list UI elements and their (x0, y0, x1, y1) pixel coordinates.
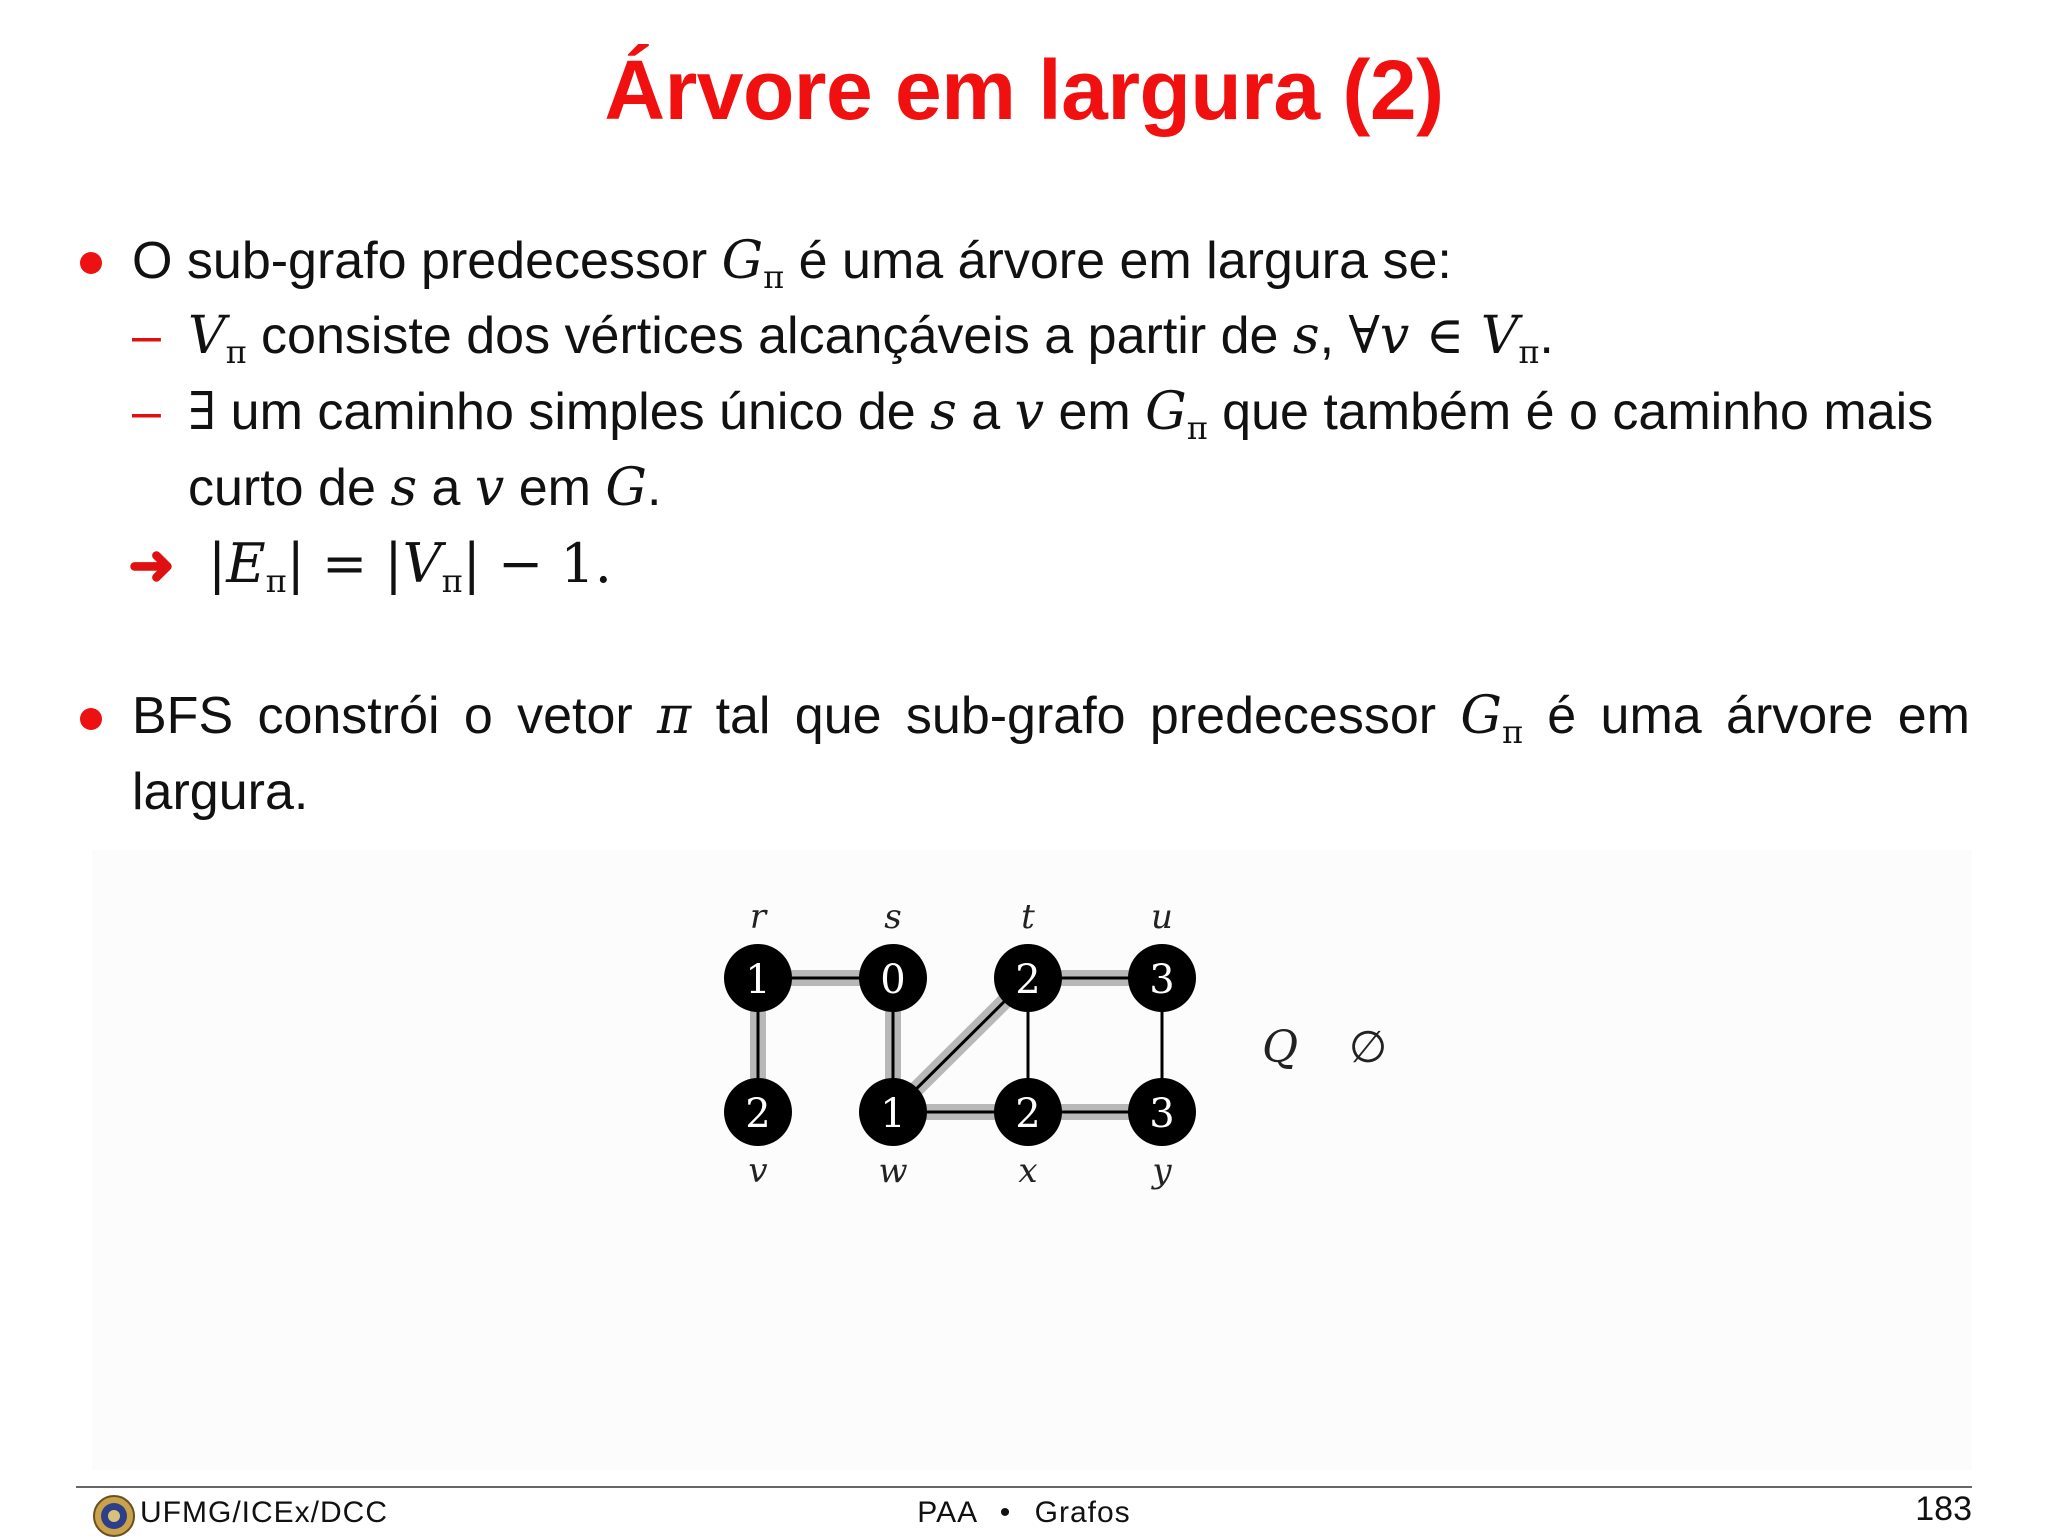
node-label-r: r (749, 897, 767, 937)
bullet-2-text-line2: largura. (132, 763, 309, 821)
node-label-w: w (878, 1151, 908, 1191)
node-label-u: u (1151, 897, 1173, 937)
bullet-1-text: O sub-grafo predecessor $G_\pi$ é uma árvore em largura se: (132, 231, 1452, 296)
page-number: 183 (1915, 1490, 1972, 1528)
node-distance-w: 1 (880, 1091, 906, 1137)
footer-divider (76, 1486, 1972, 1488)
item-2-text-line2: curto de s a v em G. (188, 458, 662, 518)
footer-institution: UFMG/ICEx/DCC (140, 1496, 388, 1529)
node-label-s: s (884, 897, 902, 937)
bullet-2-text: BFS constrói o vetor π tal que sub-grafo predecessor $G_\pi$ é uma árvore em (132, 686, 1970, 751)
node-distance-y: 3 (1149, 1091, 1175, 1137)
queue-label: Q (1261, 1022, 1299, 1073)
queue-value: ∅ (1348, 1022, 1388, 1073)
footer-course: PAA • Grafos (917, 1496, 1131, 1529)
item-3-formula: $|E_\pi| = |V_\pi| - 1$. (208, 532, 612, 600)
node-label-t: t (1021, 897, 1035, 937)
dash-marker: – (132, 383, 161, 441)
slide-title: Árvore em largura (2) (604, 43, 1444, 137)
node-distance-v: 2 (745, 1091, 771, 1137)
node-distance-r: 1 (745, 957, 771, 1003)
node-distance-x: 2 (1015, 1091, 1041, 1137)
node-distance-s: 0 (880, 957, 906, 1003)
arrow-icon: ➜ (128, 533, 175, 596)
item-2-text: ∃ um caminho simples único de s a v em $G_\pi$ que também é o caminho mais (188, 382, 1934, 447)
node-label-x: x (1018, 1151, 1038, 1191)
node-label-y: y (1152, 1151, 1172, 1191)
item-1-text: $V_\pi$ consiste dos vértices alcançáveis a partir de s, ∀v ∈ $V_\pi$. (188, 306, 1554, 371)
node-distance-u: 3 (1149, 957, 1175, 1003)
node-label-v: v (748, 1151, 768, 1191)
dash-marker: – (132, 307, 161, 365)
node-distance-t: 2 (1015, 957, 1041, 1003)
